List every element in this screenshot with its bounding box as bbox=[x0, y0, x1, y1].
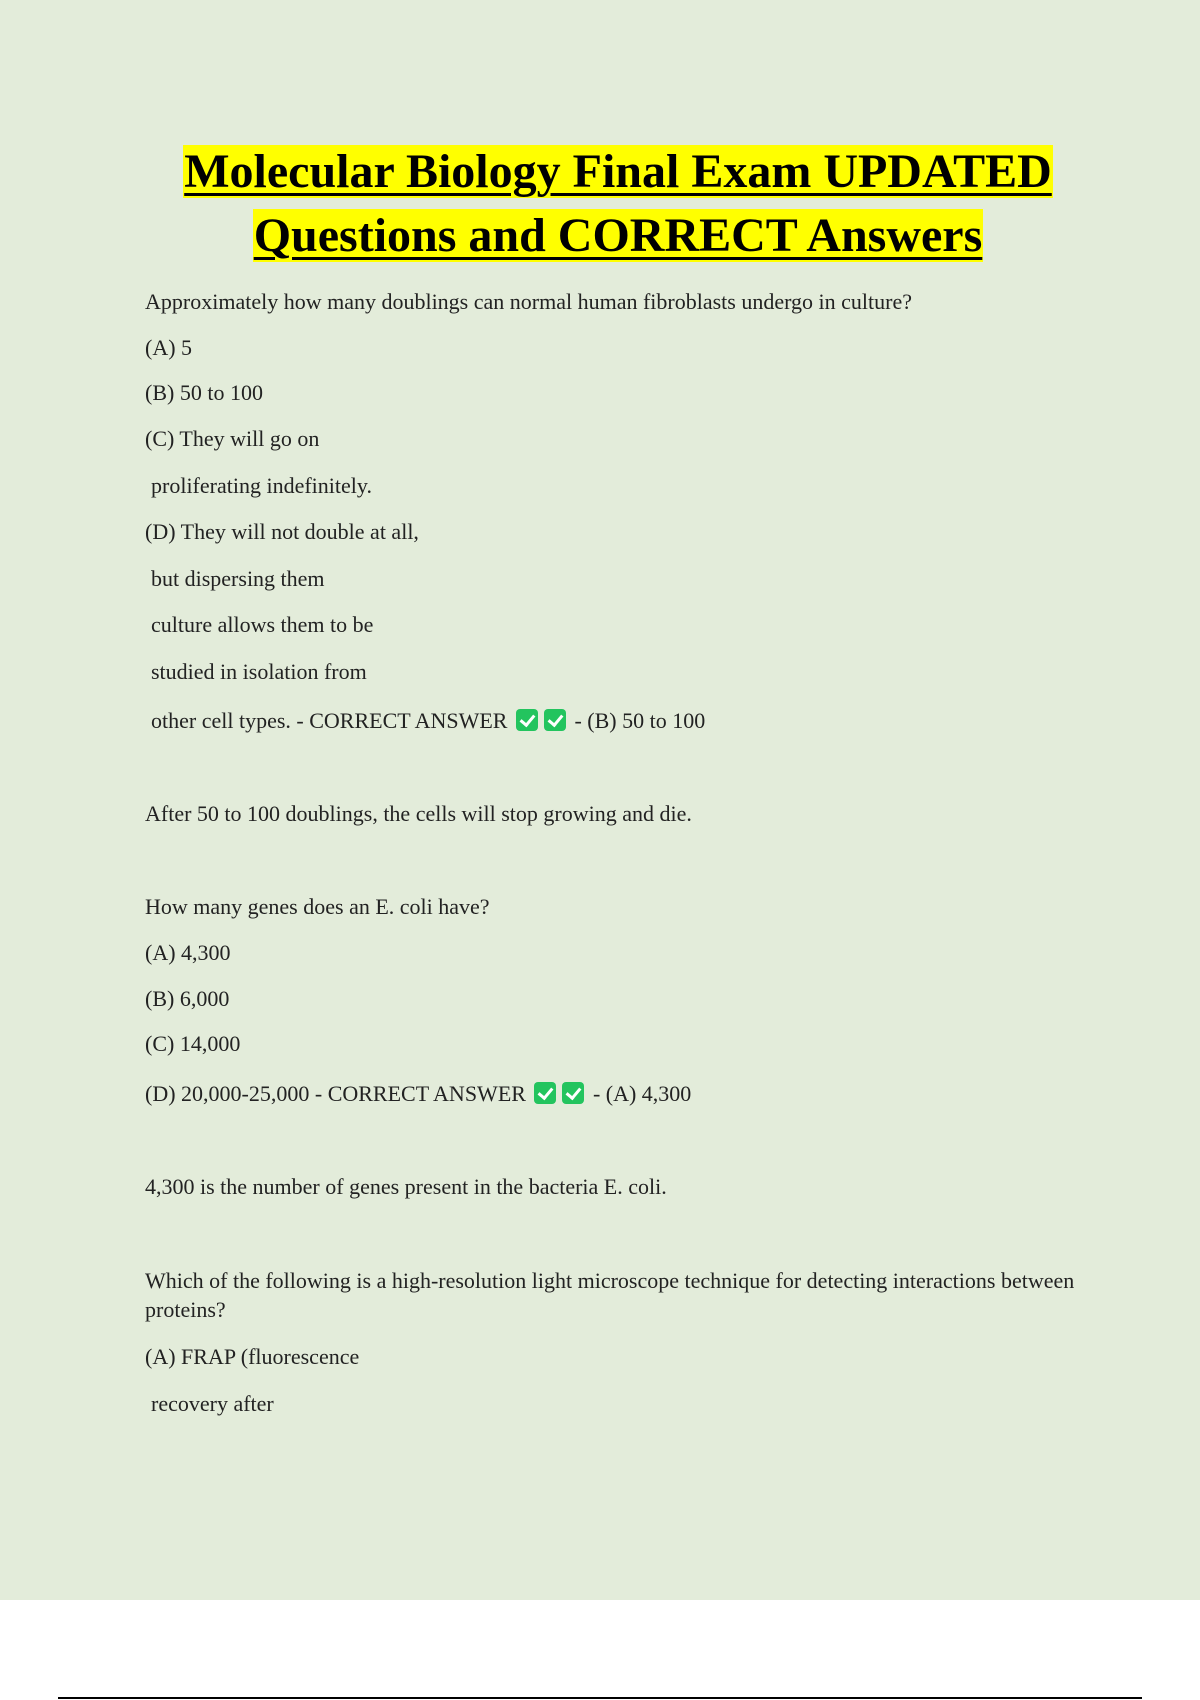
question-1-answer-prefix: other cell types. - CORRECT ANSWER bbox=[151, 708, 508, 733]
question-3-option-a-line-1: (A) FRAP (fluorescence bbox=[145, 1344, 360, 1369]
question-2-option-c: (C) 14,000 bbox=[145, 1031, 241, 1056]
title-line-2: Questions and CORRECT Answers bbox=[253, 209, 983, 262]
question-3-option-a-line-2: recovery after bbox=[151, 1391, 274, 1416]
question-1-correct-answer: - (B) 50 to 100 bbox=[574, 708, 706, 733]
question-2-answer-line bbox=[145, 1080, 691, 1108]
check-box-icon bbox=[562, 1082, 584, 1104]
question-1-option-d-line-1: (D) They will not double at all, bbox=[145, 519, 419, 544]
question-3-text: Which of the following is a high-resolution light microscope technique for detecting interactions between proteins? bbox=[145, 1268, 1075, 1322]
question-1-option-d-line-4: studied in isolation from bbox=[151, 659, 367, 684]
check-box-icon bbox=[534, 1082, 556, 1104]
question-2-option-b: (B) 6,000 bbox=[145, 986, 230, 1011]
question-2-option-a: (A) 4,300 bbox=[145, 940, 231, 965]
question-1-explanation: After 50 to 100 doublings, the cells will stop growing and die. bbox=[145, 801, 692, 826]
question-2-text: How many genes does an E. coli have? bbox=[145, 894, 490, 919]
document-title bbox=[0, 140, 1200, 268]
title-line-1: Molecular Biology Final Exam UPDATED bbox=[184, 145, 1052, 198]
question-2-correct-answer: - (A) 4,300 bbox=[592, 1081, 692, 1106]
question-2-answer-prefix: (D) 20,000-25,000 - CORRECT ANSWER bbox=[145, 1081, 526, 1106]
question-1-option-d-line-3: culture allows them to be bbox=[151, 612, 374, 637]
question-1-option-b: (B) 50 to 100 bbox=[145, 380, 263, 405]
question-1-option-c-line-2: proliferating indefinitely. bbox=[151, 473, 372, 498]
check-box-icon bbox=[544, 709, 566, 731]
footer-rule bbox=[58, 1697, 1142, 1699]
question-1-text: Approximately how many doublings can normal human fibroblasts undergo in culture? bbox=[145, 289, 912, 314]
question-1-option-c-line-1: (C) They will go on bbox=[145, 426, 320, 451]
question-1-option-a: (A) 5 bbox=[145, 335, 193, 360]
question-1-answer-line bbox=[151, 707, 705, 735]
question-1-option-d-line-2: but dispersing them bbox=[151, 566, 325, 591]
check-box-icon bbox=[516, 709, 538, 731]
question-2-explanation: 4,300 is the number of genes present in the bacteria E. coli. bbox=[145, 1174, 667, 1199]
